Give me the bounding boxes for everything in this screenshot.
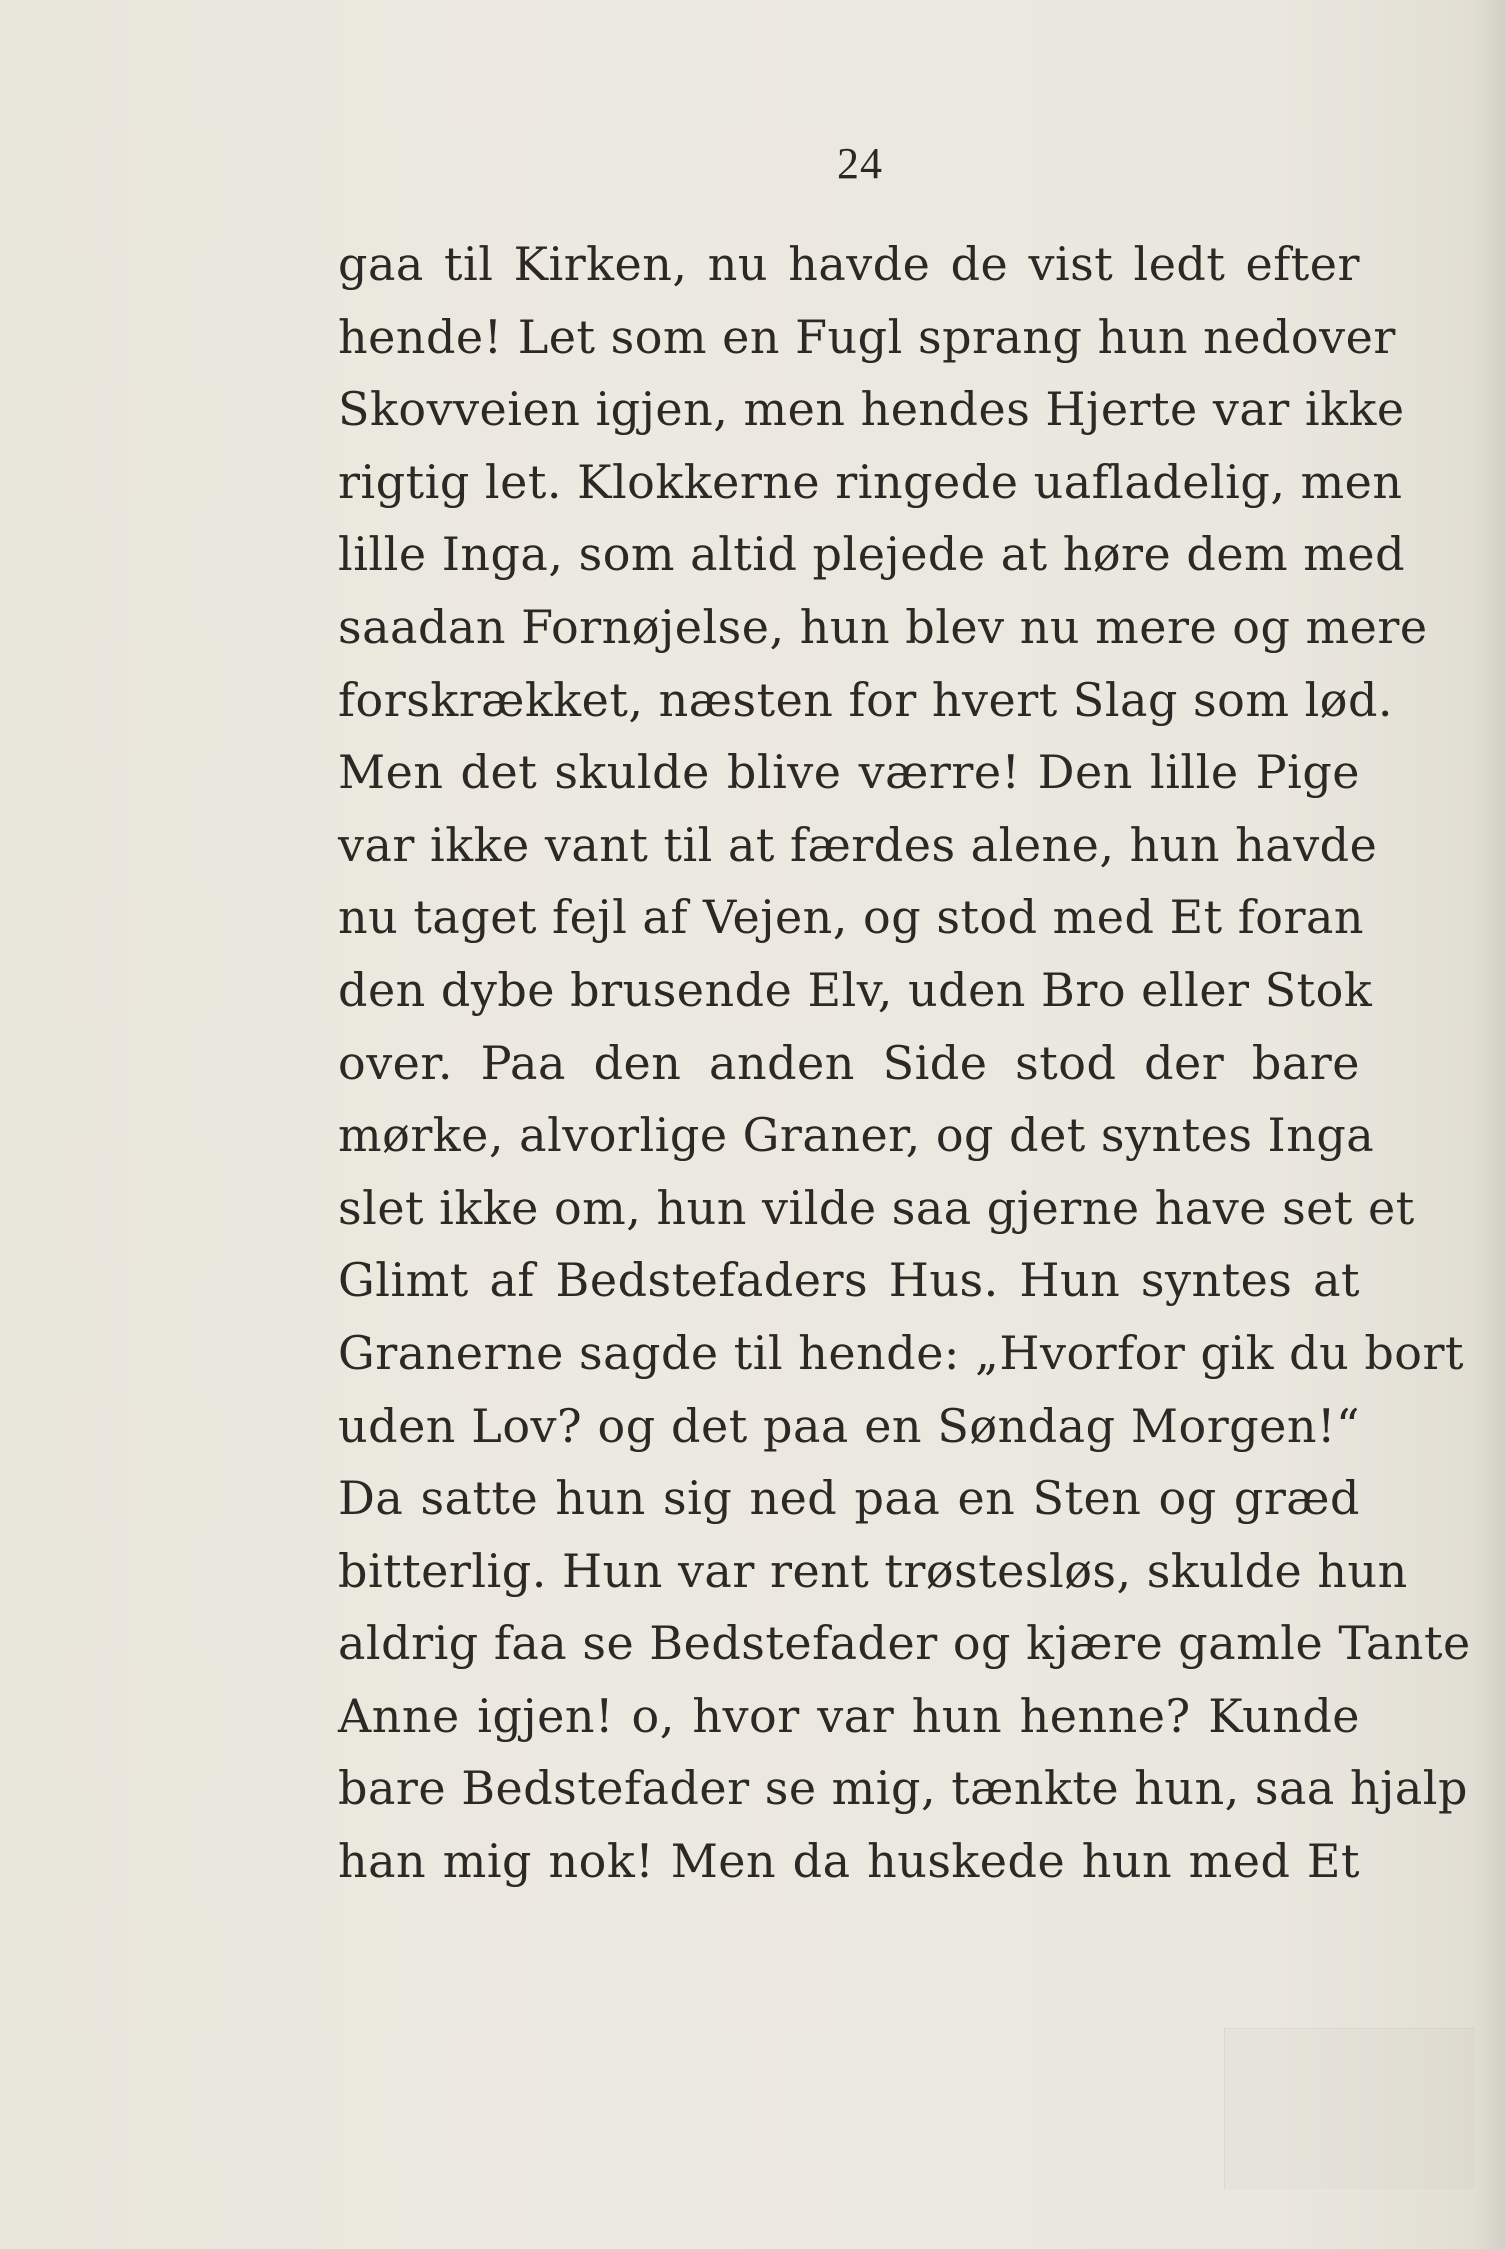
text-line: hende! Let som en Fugl sprang hun nedover — [338, 309, 1396, 364]
text-line: Anne igjen! o, hvor var hun henne? Kunde — [338, 1688, 1360, 1743]
text-line: aldrig faa se Bedstefader og kjære gamle Tante — [338, 1616, 1471, 1671]
body-text — [338, 228, 1471, 1898]
paper-corner-mark — [1224, 2028, 1475, 2189]
text-line: han mig nok! Men da huskede hun med Et — [338, 1834, 1360, 1889]
text-line: Men det skulde blive værre! Den lille Pige — [338, 745, 1360, 800]
text-line: Skovveien igjen, men hendes Hjerte var ikke — [338, 382, 1405, 437]
text-line: gaa til Kirken, nu havde de vist ledt efter — [338, 237, 1360, 291]
text-line: Granerne sagde til hende: „Hvorfor gik du bort — [338, 1325, 1464, 1380]
page-edge-shadow — [1475, 0, 1505, 2249]
text-line: slet ikke om, hun vilde saa gjerne have set et — [338, 1180, 1415, 1235]
text-line: saadan Fornøjelse, hun blev nu mere og mere — [338, 599, 1428, 654]
text-line: bare Bedstefader se mig, tænkte hun, saa hjalp — [338, 1761, 1468, 1816]
text-line: den dybe brusende Elv, uden Bro eller Stok — [338, 962, 1373, 1017]
text-line: nu taget fejl af Vejen, og stod med Et foran — [338, 890, 1365, 945]
text-line: var ikke vant til at færdes alene, hun havde — [338, 817, 1378, 872]
text-line: Da satte hun sig ned paa en Sten og græd — [338, 1471, 1360, 1526]
text-line: uden Lov? og det paa en Søndag Morgen!“ — [338, 1398, 1360, 1453]
text-line: Glimt af Bedstefaders Hus. Hun syntes at — [338, 1253, 1360, 1308]
text-line: forskrækket, næsten for hvert Slag som lød. — [338, 672, 1394, 727]
text-line: mørke, alvorlige Graner, og det syntes Inga — [338, 1108, 1375, 1163]
text-line: lille Inga, som altid plejede at høre dem med — [338, 527, 1406, 582]
text-line: rigtig let. Klokkerne ringede uafladelig, men — [338, 454, 1403, 509]
page-number: 24 — [837, 139, 883, 188]
text-line: over. Paa den anden Side stod der bare — [338, 1035, 1360, 1090]
text-line: bitterlig. Hun var rent trøstesløs, skulde hun — [338, 1543, 1408, 1598]
